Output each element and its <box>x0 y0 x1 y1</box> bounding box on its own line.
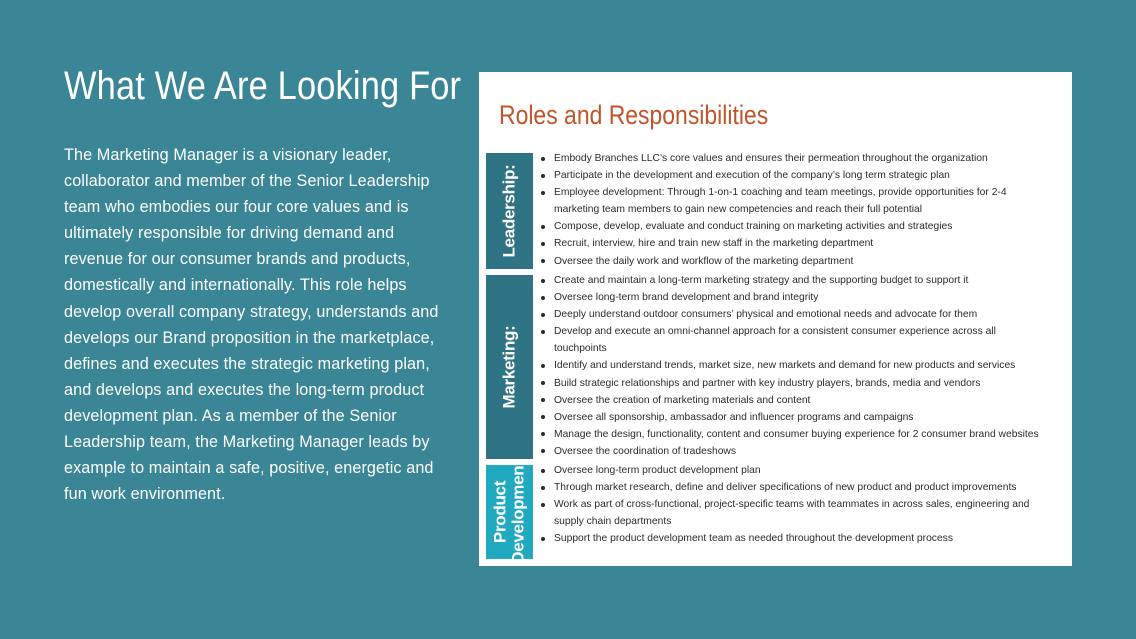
list-item: Oversee long-term product development plan <box>538 462 1073 479</box>
list-item: Compose, develop, evaluate and conduct training on marketing activities and strategies <box>538 218 1073 235</box>
section-label: Marketing: <box>499 325 519 409</box>
list-item: Identify and understand trends, market size, new markets and demand for new products and services <box>538 357 1073 374</box>
list-item: Create and maintain a long-term marketing strategy and the supporting budget to support it <box>538 272 1073 289</box>
section-tab-product-development <box>486 460 533 564</box>
list-item: Participate in the development and execution of the company’s long term strategic plan <box>538 167 1073 184</box>
list-item: Manage the design, functionality, content and consumer buying experience for 2 consumer brand websites <box>538 426 1073 443</box>
role-description: The Marketing Manager is a visionary leader, collaborator and member of the Senior Leadership team who embodies our four core values and is ultimately responsible for driving demand and revenue for our consumer brands and products, domestically and internationally. This role helps develop overall company strategy, understands and develops our Brand proposition in the marketplace, defines and executes the strategic marketing plan, and develops and executes the long-term product development plan. As a member of the Senior Leadership team, the Marketing Manager leads by example to maintain a safe, positive, energetic and fun work environment. <box>64 146 439 504</box>
list-item: Employee development: Through 1-on-1 coaching and team meetings, provide opportunities for 2-4 marketing team members to gain new competencies and reach their full potential <box>538 184 1073 218</box>
section-label: Product Development <box>490 460 528 564</box>
roles-panel <box>479 72 1072 566</box>
list-item: Build strategic relationships and partner with key industry players, brands, media and vendors <box>538 375 1073 392</box>
section-leadership <box>486 153 1066 269</box>
list-item: Oversee the creation of marketing materials and content <box>538 392 1073 409</box>
list-item: Oversee all sponsorship, ambassador and influencer programs and campaigns <box>538 409 1073 426</box>
section-tab-marketing <box>486 275 533 459</box>
list-item: Oversee the daily work and workflow of the marketing department <box>538 253 1073 270</box>
list-item: Support the product development team as needed throughout the development process <box>538 530 1073 547</box>
list-item: Deeply understand outdoor consumers’ physical and emotional needs and advocate for them <box>538 306 1073 323</box>
list-item: Through market research, define and deliver specifications of new product and product improvements <box>538 479 1073 496</box>
section-label: Leadership: <box>499 164 519 258</box>
section-marketing <box>486 275 1066 459</box>
panel-title: Roles and Responsibilities <box>499 100 769 130</box>
section-product-development <box>486 460 1066 564</box>
list-item: Embody Branches LLC’s core values and ensures their permeation throughout the organization <box>538 150 1073 167</box>
list-item: Oversee long-term brand development and brand integrity <box>538 289 1073 306</box>
list-item: Work as part of cross-functional, project-specific teams with teammates in across sales, engineering and supply chain departments <box>538 496 1073 530</box>
section-tab-leadership <box>486 153 533 269</box>
list-item: Recruit, interview, hire and train new staff in the marketing department <box>538 235 1073 252</box>
page-title: What We Are Looking For <box>64 64 462 108</box>
item-list <box>538 462 1073 547</box>
list-item: Develop and execute an omni-channel approach for a consistent consumer experience across all touchpoints <box>538 323 1073 357</box>
list-item: Oversee the coordination of tradeshows <box>538 443 1073 460</box>
item-list <box>538 272 1073 460</box>
item-list <box>538 150 1073 270</box>
